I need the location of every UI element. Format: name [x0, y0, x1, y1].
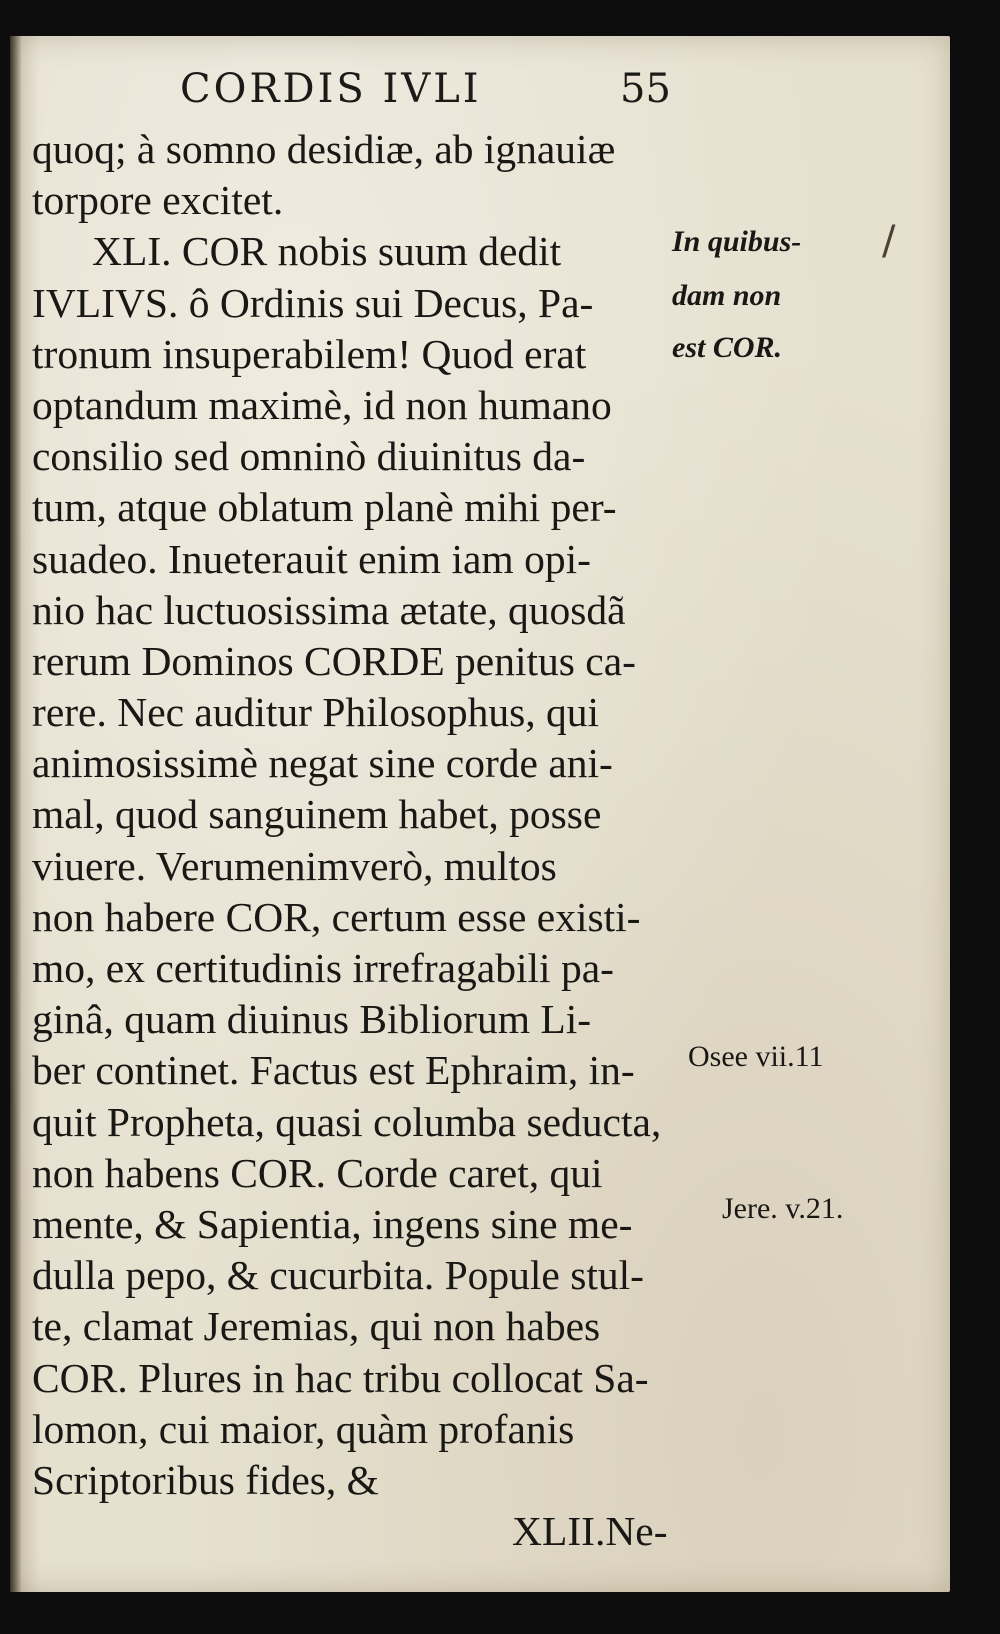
text-line: ber continet. Factus est Ephraim, in- — [32, 1047, 635, 1094]
text-line: mal, quod sanguinem habet, posse — [32, 791, 602, 838]
text-line: IVLIVS. ô Ordinis sui Decus, Pa- — [32, 279, 594, 326]
running-header — [180, 66, 671, 112]
text-line: XLI. COR nobis suum dedit — [92, 228, 562, 275]
text-line: tum, atque oblatum planè mihi per- — [32, 484, 617, 531]
book-page — [10, 36, 950, 1592]
text-line: suadeo. Inueterauit enim iam opi- — [32, 535, 591, 582]
text-line: quit Propheta, quasi columba seducta, — [32, 1098, 662, 1145]
text-line: non habere COR, certum esse existi- — [32, 893, 641, 940]
page-gutter-shadow — [10, 36, 22, 1592]
text-line: torpore excitet. — [32, 177, 284, 224]
text-line: quoq; à somno desidiæ, ab ignauiæ — [32, 126, 616, 172]
pen-mark-decoration: / — [882, 218, 896, 264]
text-line: dulla pepo, & cucurbita. Popule stul- — [32, 1252, 645, 1299]
text-line: nio hac luctuosissima ætate, quosdã — [32, 586, 626, 633]
text-line: rere. Nec auditur Philosophus, qui — [32, 689, 600, 736]
text-line: te, clamat Jeremias, qui non habes — [32, 1303, 601, 1350]
text-line: viuere. Verumenimverò, multos — [32, 842, 557, 889]
text-line: lomon, cui maior, quàm profanis — [32, 1405, 575, 1452]
margin-note-a-line2: dam non — [672, 279, 782, 312]
text-line: ginâ, quam diuinus Bibliorum Li- — [32, 996, 592, 1043]
margin-note-a-line1: In quibus- — [672, 225, 802, 258]
text-line: mente, & Sapientia, ingens sine me- — [32, 1200, 633, 1247]
catchword: XLII.Ne- — [512, 1508, 668, 1555]
margin-note-a-line3: est COR. — [672, 331, 783, 364]
text-line: Scriptoribus fides, & — [32, 1456, 379, 1503]
text-line: animosissimè negat sine corde ani- — [32, 740, 613, 787]
text-line: rerum Dominos CORDE penitus ca- — [32, 637, 636, 684]
text-line: optandum maximè, id non humano — [32, 381, 612, 428]
text-line: non habens COR. Corde caret, qui — [32, 1149, 603, 1196]
margin-note-osee: Osee vii.11 — [688, 1040, 824, 1073]
page-number: 55 — [620, 66, 671, 112]
text-line: tronum insuperabilem! Quod erat — [32, 330, 587, 377]
text-line: consilio sed omninò diuinitus da- — [32, 433, 586, 480]
text-line: COR. Plures in hac tribu collocat Sa- — [32, 1354, 649, 1401]
text-line: mo, ex certitudinis irrefragabili pa- — [32, 945, 614, 991]
running-title: CORDIS IVLI — [180, 66, 482, 112]
margin-note-jeremiah: Jere. v.21. — [722, 1192, 844, 1225]
